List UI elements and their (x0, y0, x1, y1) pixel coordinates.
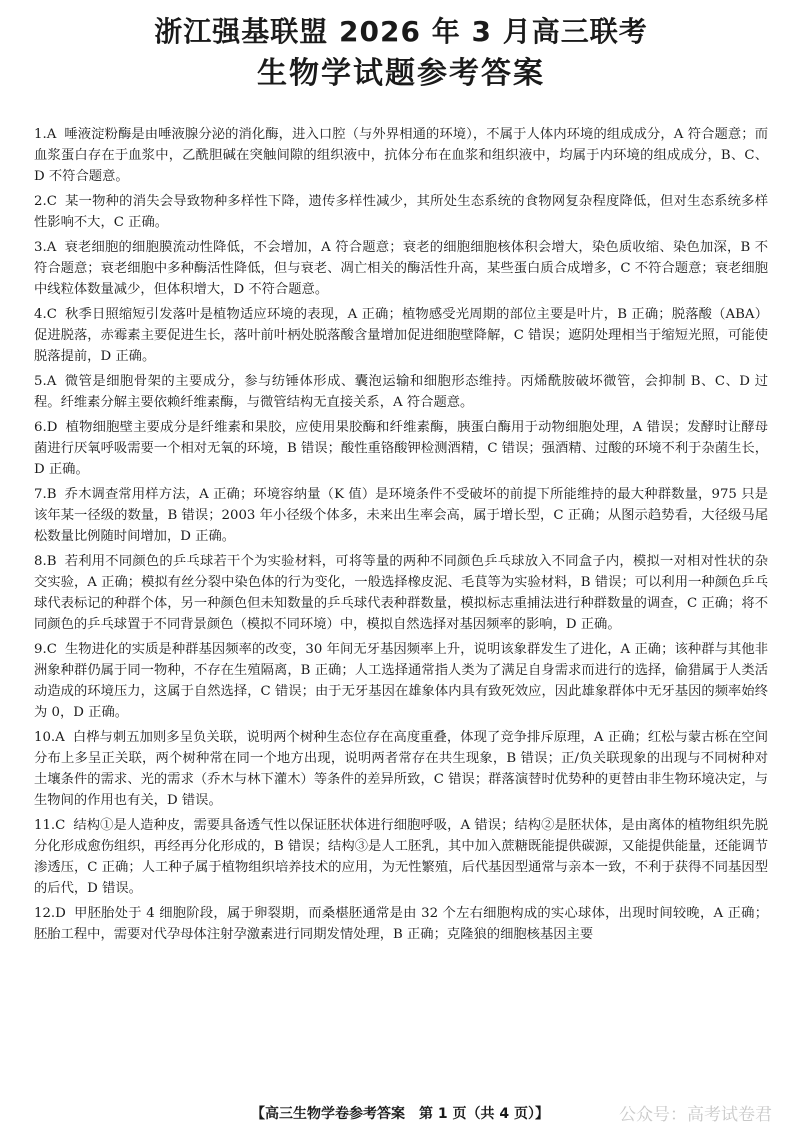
question-number: 2. (34, 194, 47, 209)
answer-item (34, 124, 768, 187)
answer-explanation: 秋季日照缩短引发落叶是植物适应环境的表现，A 正确；植物感受光周期的部位主要是叶片，B 正确；脱落酸（ABA）促进脱落，赤霉素主要促进生长，落叶前叶柄处脱落酸含量增加促进细胞壁降解，C 错误；遮阴处理相当于缩短光照，可能使脱落提前，D 正确。 (34, 307, 768, 364)
answer-item (34, 815, 768, 899)
answer-list (34, 124, 768, 945)
answer-item (34, 551, 768, 635)
answer-explanation: 微管是细胞骨架的主要成分，参与纺锤体形成、囊泡运输和细胞形态维持。丙烯酰胺破坏微管，会抑制 B、C、D 过程。纤维素分解主要依赖纤维素酶，与微管结构无直接关系，A 符合题意。 (34, 374, 768, 410)
answer-explanation: 某一物种的消失会导致物种多样性下降，遗传多样性减少，其所处生态系统的食物网复杂程度降低，但对生态系统多样性影响不大，C 正确。 (34, 194, 768, 230)
answer-key: C (46, 194, 57, 209)
question-number: 11. (34, 818, 56, 833)
answer-item (34, 484, 768, 547)
answer-item (34, 639, 768, 723)
answer-explanation: 结构①是人造种皮，需要具备透气性以保证胚状体进行细胞呼吸，A 错误；结构②是胚状体，是由离体的植物组织先脱分化形成愈伤组织，再经再分化形成的，B 错误；结构③是人工胚乳，其中加入蔗糖既能提供碳源，又能提供能量，还能调节渗透压，C 正确；人工种子属于植物组织培养技术的应用，为无性繁殖，后代基因型通常与亲本一致，不利于获得不同基因型的后代，D 错误。 (34, 818, 768, 896)
answer-item (34, 371, 768, 413)
answer-item (34, 417, 768, 480)
answer-key: B (46, 487, 57, 502)
answer-explanation: 唾液淀粉酶是由唾液腺分泌的消化酶，进入口腔（与外界相通的环境），不属于人体内环境的组成成分，A 符合题意；而血浆蛋白存在于血浆中，乙酰胆碱在突触间隙的组织液中，抗体分布在血浆和组织液中，均属于内环境的组成成分，B、C、D 不符合题意。 (34, 127, 768, 184)
question-number: 1. (34, 127, 47, 142)
answer-key: A (55, 730, 65, 745)
answer-item (34, 237, 768, 300)
answer-key: C (46, 307, 57, 322)
answer-key: C (55, 818, 66, 833)
question-number: 3. (34, 240, 47, 255)
answer-key: A (46, 127, 57, 142)
answer-key: D (55, 906, 66, 921)
page-footer: 【高三生物学卷参考答案 第 1 页（共 4 页）】 (251, 1106, 549, 1122)
answer-title: 生物学试题参考答案 (257, 56, 545, 91)
question-number: 4. (34, 307, 47, 322)
question-number: 12. (34, 906, 56, 921)
answer-item (34, 304, 768, 367)
question-number: 10. (34, 730, 56, 745)
question-number: 5. (34, 374, 47, 389)
question-number: 9. (34, 642, 47, 657)
question-number: 6. (34, 420, 47, 435)
question-number: 8. (34, 554, 47, 569)
answer-key: A (46, 374, 57, 389)
answer-explanation: 生物进化的实质是种群基因频率的改变，30 年间无牙基因频率上升，说明该象群发生了进化，A 正确；该种群与其他非洲象种群仍属于同一物种，不存在生殖隔离，B 正确；人工选择通常指人类为了满足自身需求而进行的选择，偷猎属于人类活动造成的环境压力，这属于自然选择，C 错误；由于无牙基因在雄象体内具有致死效应，因此雄象群体中无牙基因的频率始终为 0，D 正确。 (34, 642, 768, 720)
answer-item (34, 903, 768, 945)
watermark-text: 公众号：高考试卷君 (619, 1105, 772, 1125)
answer-key: B (46, 554, 57, 569)
answer-explanation: 白桦与刺五加则多呈负关联，说明两个树种生态位存在高度重叠，体现了竞争排斥原理，A 正确；红松与蒙古栎在空间分布上多呈正关联，两个树种常在同一个地方出现，说明两者常存在共生现象，B 错误；正/负关联现象的出现与不同树种对土壤条件的需求、光的需求（乔木与林下灌木）等条件的差异所致，C 错误；群落演替时优势种的更替由非生物环境决定，与生物间的作用也有关，D 错误。 (34, 730, 768, 808)
answer-explanation: 甲胚胎处于 4 细胞阶段，属于卵裂期，而桑椹胚通常是由 32 个左右细胞构成的实心球体，出现时间较晚，A 正确；胚胎工程中，需要对代孕母体注射孕激素进行同期发情处理，B 正确；克隆狼的细胞核基因主要 (34, 906, 768, 942)
answer-explanation: 衰老细胞的细胞膜流动性降低，不会增加，A 符合题意；衰老的细胞细胞核体积会增大，染色质收缩、染色加深，B 不符合题意；衰老细胞中多种酶活性降低，但与衰老、凋亡相关的酶活性升高，某些蛋白质合成增多，C 不符合题意；衰老细胞中线粒体数量减少，但体积增大，D 不符合题意。 (34, 240, 768, 297)
exam-title: 浙江强基联盟 2026 年 3 月高三联考 (154, 15, 648, 48)
answer-key: D (46, 420, 58, 435)
question-number: 7. (34, 487, 47, 502)
answer-explanation: 若利用不同颜色的乒乓球若干个为实验材料，可将等量的两种不同颜色乒乓球放入不同盒子内，模拟一对相对性状的杂交实验，A 正确；模拟有丝分裂中染色体的行为变化，一般选择橡皮泥、毛茛等为实验材料，B 错误；可以利用一种颜色乒乓球代表标记的种群个体，另一种颜色但未知数量的乒乓球代表种群数量，模拟标志重捕法进行种群数量的调查，C 正确；将不同颜色的乒乓球置于不同背景颜色（模拟不同环境）中，模拟自然选择对基因频率的影响，D 正确。 (34, 554, 768, 632)
answer-item (34, 191, 768, 233)
answer-item (34, 727, 768, 811)
answer-explanation: 乔木调查常用样方法，A 正确；环境容纳量（K 值）是环境条件不受破坏的前提下所能维持的最大种群数量，975 只是该年某一径级的数量，B 错误；2003 年小径级个体多，未来出生率会高，属于增长型，C 正确；从图示趋势看，大径级马尾松数量比例随时间增加，D 正确。 (34, 487, 768, 544)
answer-key: C (46, 642, 57, 657)
answer-key: A (46, 240, 57, 255)
answer-explanation: 植物细胞壁主要成分是纤维素和果胶，应使用果胶酶和纤维素酶，胰蛋白酶用于动物细胞处理，A 错误；发酵时让酵母菌进行厌氧呼吸需要一个相对无氧的环境，B 错误；酸性重铬酸钾检测酒精，C 错误；强酒精、过酸的环境不利于杂菌生长，D 正确。 (34, 420, 768, 477)
